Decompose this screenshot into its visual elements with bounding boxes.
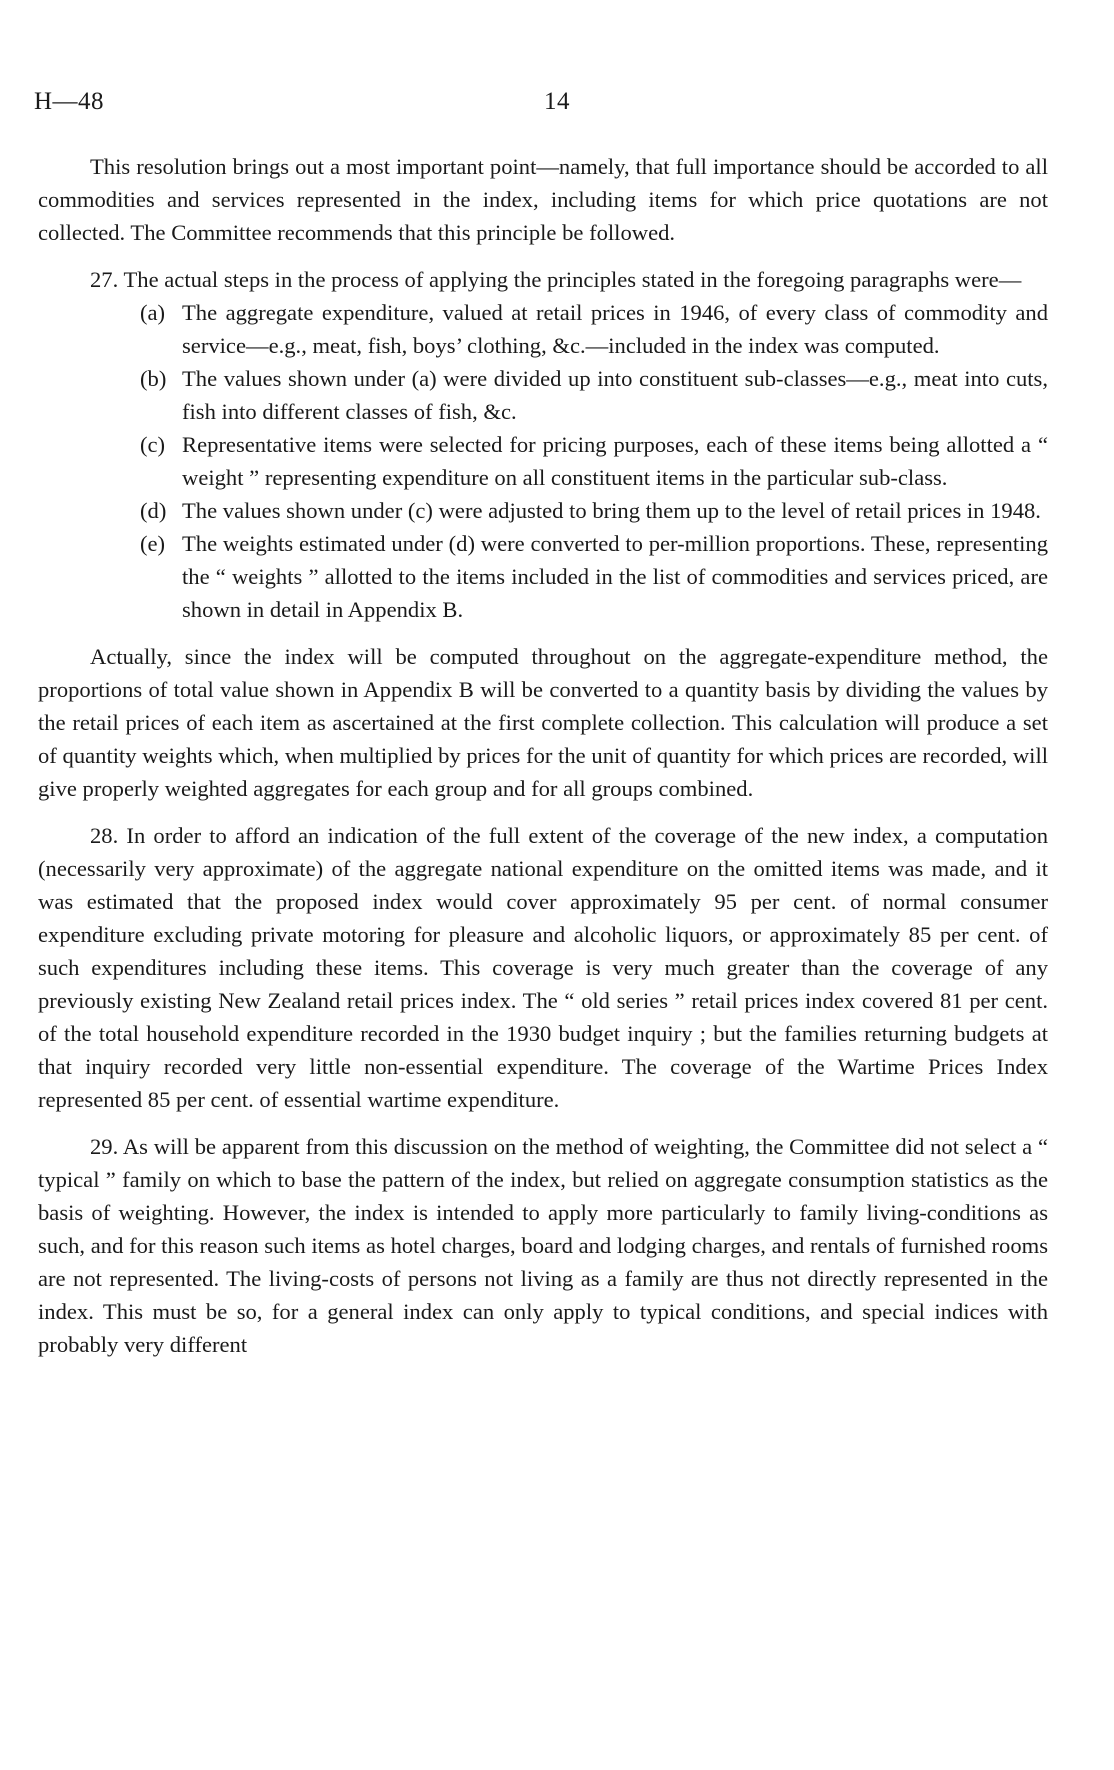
document-reference: H—48 <box>34 88 105 115</box>
step-text: The values shown under (c) were adjusted to bring them up to the level of retail prices in 1948. <box>182 498 1041 523</box>
step-item-c <box>38 428 1048 494</box>
step-label: (a) <box>140 300 166 325</box>
step-label: (d) <box>140 498 167 523</box>
body-text <box>38 150 1048 1361</box>
step-item-a <box>38 296 1048 362</box>
step-label: (b) <box>140 366 167 391</box>
step-item-e <box>38 527 1048 626</box>
paragraph-28: 28. In order to afford an indication of the full extent of the coverage of the new index, a computation (necessarily very approximate) of the aggregate national expenditure on the omitted items was made, and it was estimated that the proposed index would cover approximately 95 per cent. of normal consumer expenditure excluding private motoring for pleasure and alcoholic liquors, or approximately 85 per cent. of such expenditures including these items. This coverage is very much greater than the coverage of any previously existing New Zealand retail prices index. The “ old series ” retail prices index covered 81 per cent. of the total household expenditure recorded in the 1930 budget inquiry ; but the families returning budgets at that inquiry recorded very little non-essential expenditure. The coverage of the Wartime Prices Index represented 85 per cent. of essential wartime expenditure. <box>38 823 1048 1112</box>
page-number: 14 <box>544 88 570 115</box>
step-item-d <box>38 494 1048 527</box>
paragraph-27: 27. The actual steps in the process of applying the principles stated in the foregoing paragraphs were— <box>90 267 1022 292</box>
step-text: Representative items were selected for pricing purposes, each of these items being allotted a “ weight ” representing expenditure on all constituent items in the particular sub-class. <box>182 432 1048 490</box>
step-label: (c) <box>140 432 166 457</box>
step-label: (e) <box>140 531 166 556</box>
step-text: The weights estimated under (d) were converted to per-million proportions. These, representing the “ weights ” allotted to the items included in the list of commodities and services priced, are shown in detail in Appendix B. <box>182 531 1048 622</box>
steps-list <box>38 296 1048 626</box>
step-text: The aggregate expenditure, valued at retail prices in 1946, of every class of commodity and service—e.g., meat, fish, boys’ clothing, &c.—included in the index was computed. <box>182 300 1048 358</box>
paragraph-actually: Actually, since the index will be computed throughout on the aggregate-expenditure method, the proportions of total value shown in Appendix B will be converted to a quantity basis by dividing the values by the retail prices of each item as ascertained at the first complete collection. This calculation will produce a set of quantity weights which, when multiplied by prices for the unit of quantity for which prices are recorded, will give properly weighted aggregates for each group and for all groups combined. <box>38 644 1048 801</box>
paragraph-29: 29. As will be apparent from this discussion on the method of weighting, the Committee did not select a “ typical ” family on which to base the pattern of the index, but relied on aggregate consumption statistics as the basis of weighting. However, the index is intended to apply more particularly to family living-conditions as such, and for this reason such items as hotel charges, board and lodging charges, and rentals of furnished rooms are not represented. The living-costs of persons not living as a family are thus not directly represented in the index. This must be so, for a general index can only apply to typical conditions, and special indices with probably very different <box>38 1134 1048 1357</box>
step-item-b <box>38 362 1048 428</box>
step-text: The values shown under (a) were divided up into constituent sub-classes—e.g., meat into cuts, fish into different classes of fish, &c. <box>182 366 1048 424</box>
paragraph-intro: This resolution brings out a most important point—namely, that full importance should be accorded to all commodities and services represented in the index, including items for which price quotations are not collected. The Committee recommends that this principle be followed. <box>38 154 1048 245</box>
